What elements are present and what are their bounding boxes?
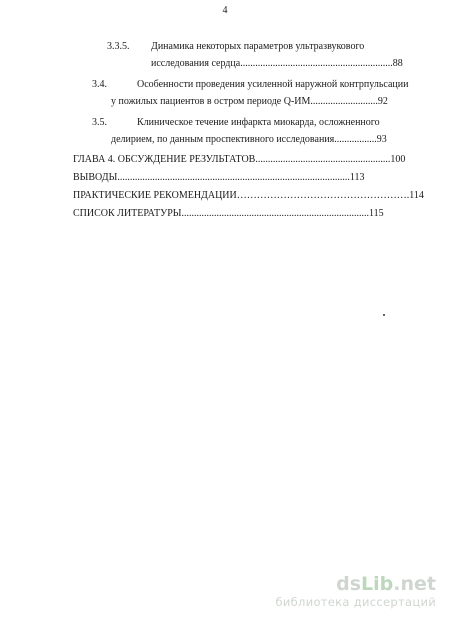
toc-chapter-4: ГЛАВА 4. ОБСУЖДЕНИЕ РЕЗУЛЬТАТОВ......................................................100 [73, 154, 406, 165]
watermark [275, 573, 436, 609]
watermark-tagline: библиотека диссертаций [275, 595, 436, 609]
toc-references: СПИСОК ЛИТЕРАТУРЫ...........................................................................115 [73, 208, 384, 219]
toc-entry-title: Клиническое течение инфаркта миокарда, осложненного [137, 117, 380, 128]
toc-conclusions: ВЫВОДЫ.............................................................................................113 [73, 172, 365, 183]
toc-entry-title-cont: у пожилых пациентов в остром периоде Q-ИМ...........................92 [111, 96, 388, 107]
toc-entry-number: 3.4. [92, 79, 107, 90]
watermark-logo: dsLib.net [336, 573, 436, 595]
toc-entry-number: 3.5. [92, 117, 107, 128]
toc-entry-title: Особенности проведения усиленной наружной контрпульсации [137, 79, 409, 90]
scan-speck [383, 314, 385, 316]
page-number: 4 [222, 5, 228, 16]
toc-entry-title-cont: делирием, по данным проспективного исследования.................93 [111, 134, 387, 145]
toc-entry-title-cont: исследования сердца.............................................................88 [151, 58, 403, 69]
toc-entry-number: 3.3.5. [107, 41, 130, 52]
toc-recommendations: ПРАКТИЧЕСКИЕ РЕКОМЕНДАЦИИ…………………………………………….114 [73, 190, 424, 201]
toc-entry-title: Динамика некоторых параметров ультразвукового [151, 41, 365, 52]
